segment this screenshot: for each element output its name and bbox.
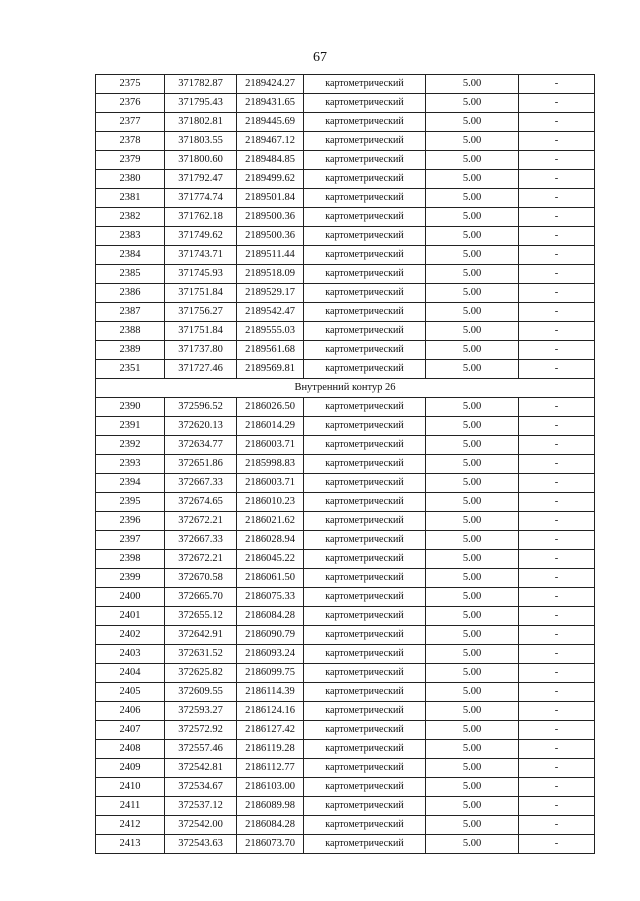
accuracy-cell: 5.00 xyxy=(426,664,519,683)
x-coordinate-cell: 372593.27 xyxy=(165,702,237,721)
x-coordinate-cell: 372596.52 xyxy=(165,398,237,417)
accuracy-cell: 5.00 xyxy=(426,531,519,550)
y-coordinate-cell: 2186010.23 xyxy=(237,493,304,512)
point-number-cell: 2383 xyxy=(96,227,165,246)
x-coordinate-cell: 371737.80 xyxy=(165,341,237,360)
x-coordinate-cell: 372651.86 xyxy=(165,455,237,474)
y-coordinate-cell: 2189569.81 xyxy=(237,360,304,379)
accuracy-cell: 5.00 xyxy=(426,626,519,645)
accuracy-cell: 5.00 xyxy=(426,512,519,531)
method-cell: картометрический xyxy=(304,493,426,512)
accuracy-cell: 5.00 xyxy=(426,322,519,341)
table-row xyxy=(96,246,595,265)
point-number-cell: 2385 xyxy=(96,265,165,284)
y-coordinate-cell: 2186119.28 xyxy=(237,740,304,759)
x-coordinate-cell: 372672.21 xyxy=(165,550,237,569)
y-coordinate-cell: 2189555.03 xyxy=(237,322,304,341)
point-number-cell: 2409 xyxy=(96,759,165,778)
note-cell: - xyxy=(519,512,595,531)
x-coordinate-cell: 372537.12 xyxy=(165,797,237,816)
point-number-cell: 2392 xyxy=(96,436,165,455)
x-coordinate-cell: 372667.33 xyxy=(165,531,237,550)
accuracy-cell: 5.00 xyxy=(426,132,519,151)
y-coordinate-cell: 2186075.33 xyxy=(237,588,304,607)
table-row xyxy=(96,455,595,474)
accuracy-cell: 5.00 xyxy=(426,493,519,512)
accuracy-cell: 5.00 xyxy=(426,170,519,189)
method-cell: картометрический xyxy=(304,132,426,151)
table-row xyxy=(96,550,595,569)
method-cell: картометрический xyxy=(304,208,426,227)
y-coordinate-cell: 2186089.98 xyxy=(237,797,304,816)
x-coordinate-cell: 371762.18 xyxy=(165,208,237,227)
note-cell: - xyxy=(519,455,595,474)
note-cell: - xyxy=(519,341,595,360)
point-number-cell: 2379 xyxy=(96,151,165,170)
method-cell: картометрический xyxy=(304,759,426,778)
note-cell: - xyxy=(519,607,595,626)
table-row xyxy=(96,417,595,436)
point-number-cell: 2401 xyxy=(96,607,165,626)
table-row xyxy=(96,151,595,170)
method-cell: картометрический xyxy=(304,94,426,113)
y-coordinate-cell: 2186028.94 xyxy=(237,531,304,550)
y-coordinate-cell: 2189424.27 xyxy=(237,75,304,94)
note-cell: - xyxy=(519,303,595,322)
section-title: Внутренний контур 26 xyxy=(96,379,595,398)
accuracy-cell: 5.00 xyxy=(426,569,519,588)
x-coordinate-cell: 371803.55 xyxy=(165,132,237,151)
method-cell: картометрический xyxy=(304,702,426,721)
x-coordinate-cell: 372557.46 xyxy=(165,740,237,759)
y-coordinate-cell: 2186103.00 xyxy=(237,778,304,797)
accuracy-cell: 5.00 xyxy=(426,360,519,379)
point-number-cell: 2388 xyxy=(96,322,165,341)
note-cell: - xyxy=(519,132,595,151)
table-row xyxy=(96,626,595,645)
note-cell: - xyxy=(519,664,595,683)
point-number-cell: 2407 xyxy=(96,721,165,740)
y-coordinate-cell: 2186073.70 xyxy=(237,835,304,854)
y-coordinate-cell: 2186084.28 xyxy=(237,607,304,626)
point-number-cell: 2394 xyxy=(96,474,165,493)
table-row xyxy=(96,797,595,816)
accuracy-cell: 5.00 xyxy=(426,455,519,474)
x-coordinate-cell: 371800.60 xyxy=(165,151,237,170)
point-number-cell: 2406 xyxy=(96,702,165,721)
point-number-cell: 2410 xyxy=(96,778,165,797)
x-coordinate-cell: 372674.65 xyxy=(165,493,237,512)
note-cell: - xyxy=(519,645,595,664)
y-coordinate-cell: 2189431.65 xyxy=(237,94,304,113)
accuracy-cell: 5.00 xyxy=(426,816,519,835)
note-cell: - xyxy=(519,246,595,265)
table-row xyxy=(96,778,595,797)
point-number-cell: 2380 xyxy=(96,170,165,189)
y-coordinate-cell: 2186003.71 xyxy=(237,474,304,493)
y-coordinate-cell: 2189529.17 xyxy=(237,284,304,303)
y-coordinate-cell: 2189561.68 xyxy=(237,341,304,360)
note-cell: - xyxy=(519,398,595,417)
method-cell: картометрический xyxy=(304,436,426,455)
accuracy-cell: 5.00 xyxy=(426,721,519,740)
method-cell: картометрический xyxy=(304,322,426,341)
note-cell: - xyxy=(519,740,595,759)
method-cell: картометрический xyxy=(304,227,426,246)
point-number-cell: 2400 xyxy=(96,588,165,607)
table-row xyxy=(96,170,595,189)
note-cell: - xyxy=(519,189,595,208)
x-coordinate-cell: 372655.12 xyxy=(165,607,237,626)
method-cell: картометрический xyxy=(304,246,426,265)
accuracy-cell: 5.00 xyxy=(426,227,519,246)
point-number-cell: 2377 xyxy=(96,113,165,132)
accuracy-cell: 5.00 xyxy=(426,740,519,759)
method-cell: картометрический xyxy=(304,75,426,94)
x-coordinate-cell: 372572.92 xyxy=(165,721,237,740)
method-cell: картометрический xyxy=(304,303,426,322)
point-number-cell: 2413 xyxy=(96,835,165,854)
y-coordinate-cell: 2186127.42 xyxy=(237,721,304,740)
note-cell: - xyxy=(519,208,595,227)
note-cell: - xyxy=(519,797,595,816)
x-coordinate-cell: 371802.81 xyxy=(165,113,237,132)
method-cell: картометрический xyxy=(304,588,426,607)
x-coordinate-cell: 371792.47 xyxy=(165,170,237,189)
y-coordinate-cell: 2186093.24 xyxy=(237,645,304,664)
note-cell: - xyxy=(519,569,595,588)
point-number-cell: 2399 xyxy=(96,569,165,588)
point-number-cell: 2412 xyxy=(96,816,165,835)
y-coordinate-cell: 2189501.84 xyxy=(237,189,304,208)
table-row xyxy=(96,227,595,246)
note-cell: - xyxy=(519,816,595,835)
table-row xyxy=(96,645,595,664)
page-number: 67 xyxy=(313,50,327,65)
x-coordinate-cell: 371727.46 xyxy=(165,360,237,379)
point-number-cell: 2395 xyxy=(96,493,165,512)
table-row xyxy=(96,569,595,588)
y-coordinate-cell: 2186099.75 xyxy=(237,664,304,683)
y-coordinate-cell: 2186061.50 xyxy=(237,569,304,588)
accuracy-cell: 5.00 xyxy=(426,265,519,284)
table-row xyxy=(96,75,595,94)
x-coordinate-cell: 372667.33 xyxy=(165,474,237,493)
point-number-cell: 2398 xyxy=(96,550,165,569)
table-row xyxy=(96,189,595,208)
table-row xyxy=(96,588,595,607)
x-coordinate-cell: 372642.91 xyxy=(165,626,237,645)
note-cell: - xyxy=(519,436,595,455)
x-coordinate-cell: 372634.77 xyxy=(165,436,237,455)
y-coordinate-cell: 2186124.16 xyxy=(237,702,304,721)
method-cell: картометрический xyxy=(304,797,426,816)
x-coordinate-cell: 371745.93 xyxy=(165,265,237,284)
method-cell: картометрический xyxy=(304,341,426,360)
y-coordinate-cell: 2189518.09 xyxy=(237,265,304,284)
point-number-cell: 2375 xyxy=(96,75,165,94)
accuracy-cell: 5.00 xyxy=(426,151,519,170)
method-cell: картометрический xyxy=(304,398,426,417)
note-cell: - xyxy=(519,94,595,113)
method-cell: картометрический xyxy=(304,113,426,132)
method-cell: картометрический xyxy=(304,721,426,740)
x-coordinate-cell: 372665.70 xyxy=(165,588,237,607)
y-coordinate-cell: 2189467.12 xyxy=(237,132,304,151)
accuracy-cell: 5.00 xyxy=(426,398,519,417)
note-cell: - xyxy=(519,778,595,797)
point-number-cell: 2402 xyxy=(96,626,165,645)
accuracy-cell: 5.00 xyxy=(426,683,519,702)
y-coordinate-cell: 2185998.83 xyxy=(237,455,304,474)
point-number-cell: 2391 xyxy=(96,417,165,436)
x-coordinate-cell: 372670.58 xyxy=(165,569,237,588)
accuracy-cell: 5.00 xyxy=(426,94,519,113)
method-cell: картометрический xyxy=(304,835,426,854)
method-cell: картометрический xyxy=(304,474,426,493)
coordinates-table-body xyxy=(96,75,595,854)
method-cell: картометрический xyxy=(304,607,426,626)
point-number-cell: 2393 xyxy=(96,455,165,474)
note-cell: - xyxy=(519,113,595,132)
table-row xyxy=(96,341,595,360)
point-number-cell: 2351 xyxy=(96,360,165,379)
table-row xyxy=(96,607,595,626)
table-row xyxy=(96,683,595,702)
table-row xyxy=(96,360,595,379)
accuracy-cell: 5.00 xyxy=(426,797,519,816)
method-cell: картометрический xyxy=(304,626,426,645)
x-coordinate-cell: 372631.52 xyxy=(165,645,237,664)
accuracy-cell: 5.00 xyxy=(426,75,519,94)
accuracy-cell: 5.00 xyxy=(426,759,519,778)
accuracy-cell: 5.00 xyxy=(426,436,519,455)
accuracy-cell: 5.00 xyxy=(426,702,519,721)
method-cell: картометрический xyxy=(304,816,426,835)
point-number-cell: 2411 xyxy=(96,797,165,816)
accuracy-cell: 5.00 xyxy=(426,588,519,607)
note-cell: - xyxy=(519,493,595,512)
coordinates-table xyxy=(95,74,595,854)
note-cell: - xyxy=(519,360,595,379)
note-cell: - xyxy=(519,835,595,854)
x-coordinate-cell: 372543.63 xyxy=(165,835,237,854)
note-cell: - xyxy=(519,721,595,740)
x-coordinate-cell: 371782.87 xyxy=(165,75,237,94)
x-coordinate-cell: 372542.00 xyxy=(165,816,237,835)
table-row xyxy=(96,474,595,493)
method-cell: картометрический xyxy=(304,740,426,759)
y-coordinate-cell: 2186021.62 xyxy=(237,512,304,531)
note-cell: - xyxy=(519,759,595,778)
note-cell: - xyxy=(519,702,595,721)
x-coordinate-cell: 371749.62 xyxy=(165,227,237,246)
point-number-cell: 2384 xyxy=(96,246,165,265)
accuracy-cell: 5.00 xyxy=(426,208,519,227)
table-row xyxy=(96,398,595,417)
method-cell: картометрический xyxy=(304,170,426,189)
method-cell: картометрический xyxy=(304,360,426,379)
note-cell: - xyxy=(519,683,595,702)
note-cell: - xyxy=(519,151,595,170)
accuracy-cell: 5.00 xyxy=(426,835,519,854)
note-cell: - xyxy=(519,265,595,284)
point-number-cell: 2387 xyxy=(96,303,165,322)
table-row xyxy=(96,816,595,835)
x-coordinate-cell: 371795.43 xyxy=(165,94,237,113)
point-number-cell: 2378 xyxy=(96,132,165,151)
table-row xyxy=(96,664,595,683)
table-row xyxy=(96,835,595,854)
note-cell: - xyxy=(519,474,595,493)
point-number-cell: 2381 xyxy=(96,189,165,208)
accuracy-cell: 5.00 xyxy=(426,189,519,208)
method-cell: картометрический xyxy=(304,664,426,683)
accuracy-cell: 5.00 xyxy=(426,607,519,626)
accuracy-cell: 5.00 xyxy=(426,303,519,322)
table-row xyxy=(96,759,595,778)
point-number-cell: 2404 xyxy=(96,664,165,683)
y-coordinate-cell: 2186045.22 xyxy=(237,550,304,569)
y-coordinate-cell: 2189542.47 xyxy=(237,303,304,322)
y-coordinate-cell: 2189445.69 xyxy=(237,113,304,132)
note-cell: - xyxy=(519,531,595,550)
table-row xyxy=(96,512,595,531)
table-row xyxy=(96,322,595,341)
accuracy-cell: 5.00 xyxy=(426,341,519,360)
accuracy-cell: 5.00 xyxy=(426,246,519,265)
accuracy-cell: 5.00 xyxy=(426,550,519,569)
method-cell: картометрический xyxy=(304,569,426,588)
accuracy-cell: 5.00 xyxy=(426,284,519,303)
point-number-cell: 2397 xyxy=(96,531,165,550)
y-coordinate-cell: 2186112.77 xyxy=(237,759,304,778)
x-coordinate-cell: 372609.55 xyxy=(165,683,237,702)
method-cell: картометрический xyxy=(304,645,426,664)
accuracy-cell: 5.00 xyxy=(426,113,519,132)
note-cell: - xyxy=(519,550,595,569)
point-number-cell: 2408 xyxy=(96,740,165,759)
accuracy-cell: 5.00 xyxy=(426,474,519,493)
x-coordinate-cell: 371743.71 xyxy=(165,246,237,265)
table-row xyxy=(96,702,595,721)
table-row xyxy=(96,493,595,512)
table-row xyxy=(96,721,595,740)
y-coordinate-cell: 2189484.85 xyxy=(237,151,304,170)
table-row xyxy=(96,531,595,550)
point-number-cell: 2405 xyxy=(96,683,165,702)
method-cell: картометрический xyxy=(304,683,426,702)
y-coordinate-cell: 2186003.71 xyxy=(237,436,304,455)
note-cell: - xyxy=(519,626,595,645)
x-coordinate-cell: 371774.74 xyxy=(165,189,237,208)
note-cell: - xyxy=(519,75,595,94)
method-cell: картометрический xyxy=(304,417,426,436)
method-cell: картометрический xyxy=(304,512,426,531)
x-coordinate-cell: 372625.82 xyxy=(165,664,237,683)
accuracy-cell: 5.00 xyxy=(426,417,519,436)
section-row xyxy=(96,379,595,398)
y-coordinate-cell: 2186084.28 xyxy=(237,816,304,835)
table-row xyxy=(96,94,595,113)
point-number-cell: 2403 xyxy=(96,645,165,664)
note-cell: - xyxy=(519,417,595,436)
note-cell: - xyxy=(519,170,595,189)
method-cell: картометрический xyxy=(304,778,426,797)
table-row xyxy=(96,284,595,303)
table-row xyxy=(96,113,595,132)
table-row xyxy=(96,132,595,151)
y-coordinate-cell: 2189511.44 xyxy=(237,246,304,265)
y-coordinate-cell: 2186014.29 xyxy=(237,417,304,436)
x-coordinate-cell: 371751.84 xyxy=(165,322,237,341)
y-coordinate-cell: 2189499.62 xyxy=(237,170,304,189)
y-coordinate-cell: 2189500.36 xyxy=(237,208,304,227)
point-number-cell: 2396 xyxy=(96,512,165,531)
method-cell: картометрический xyxy=(304,284,426,303)
accuracy-cell: 5.00 xyxy=(426,645,519,664)
y-coordinate-cell: 2186114.39 xyxy=(237,683,304,702)
point-number-cell: 2376 xyxy=(96,94,165,113)
y-coordinate-cell: 2189500.36 xyxy=(237,227,304,246)
point-number-cell: 2382 xyxy=(96,208,165,227)
y-coordinate-cell: 2186026.50 xyxy=(237,398,304,417)
table-row xyxy=(96,436,595,455)
point-number-cell: 2390 xyxy=(96,398,165,417)
table-row xyxy=(96,208,595,227)
accuracy-cell: 5.00 xyxy=(426,778,519,797)
method-cell: картометрический xyxy=(304,189,426,208)
method-cell: картометрический xyxy=(304,265,426,284)
x-coordinate-cell: 372534.67 xyxy=(165,778,237,797)
table-row xyxy=(96,303,595,322)
point-number-cell: 2386 xyxy=(96,284,165,303)
x-coordinate-cell: 372620.13 xyxy=(165,417,237,436)
method-cell: картометрический xyxy=(304,455,426,474)
note-cell: - xyxy=(519,227,595,246)
x-coordinate-cell: 371756.27 xyxy=(165,303,237,322)
method-cell: картометрический xyxy=(304,151,426,170)
x-coordinate-cell: 371751.84 xyxy=(165,284,237,303)
note-cell: - xyxy=(519,588,595,607)
x-coordinate-cell: 372672.21 xyxy=(165,512,237,531)
note-cell: - xyxy=(519,322,595,341)
method-cell: картометрический xyxy=(304,550,426,569)
x-coordinate-cell: 372542.81 xyxy=(165,759,237,778)
point-number-cell: 2389 xyxy=(96,341,165,360)
y-coordinate-cell: 2186090.79 xyxy=(237,626,304,645)
note-cell: - xyxy=(519,284,595,303)
table-row xyxy=(96,740,595,759)
table-row xyxy=(96,265,595,284)
method-cell: картометрический xyxy=(304,531,426,550)
